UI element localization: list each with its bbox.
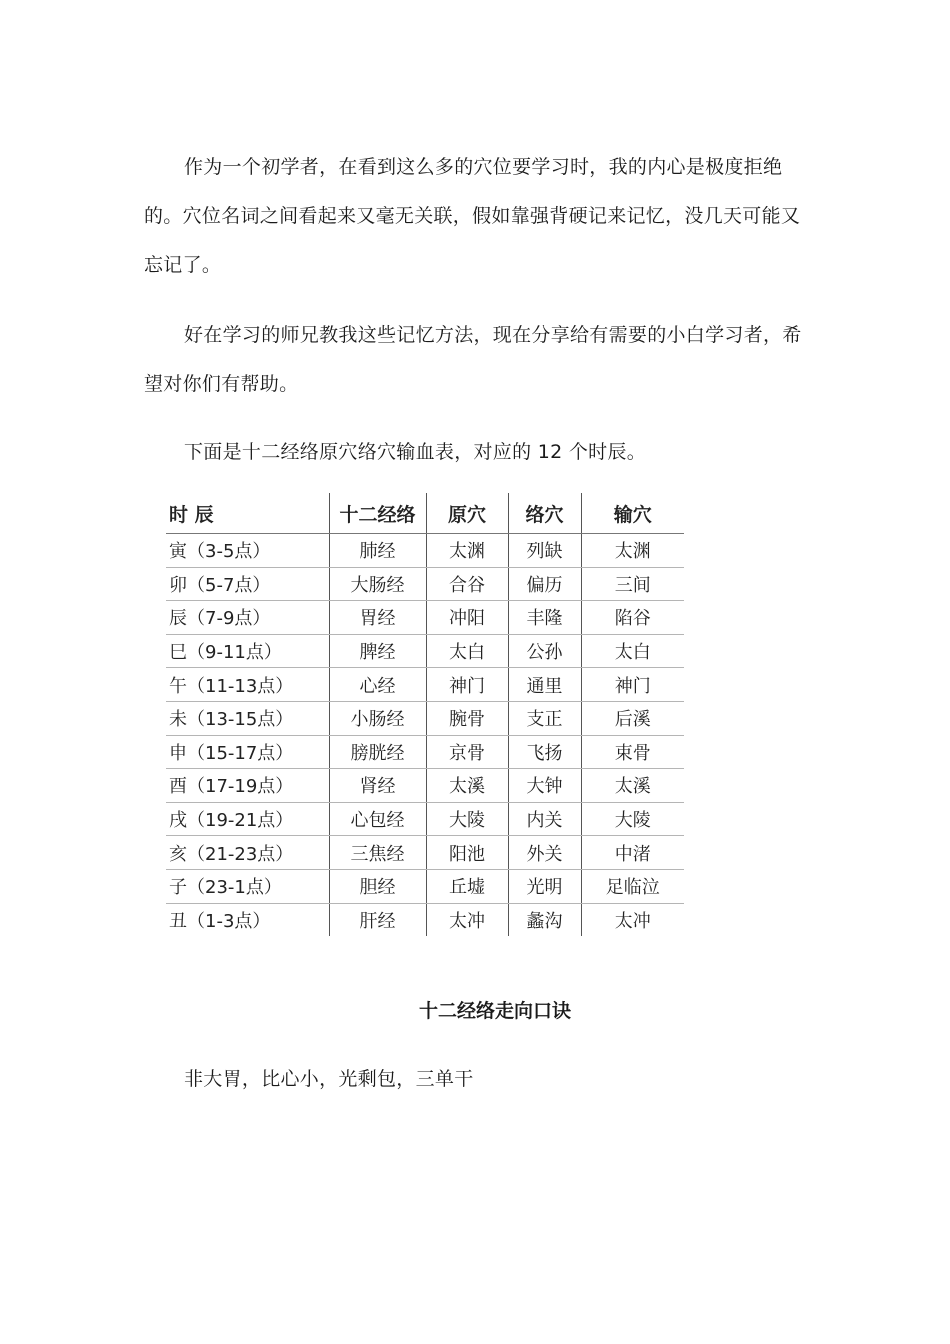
intro-paragraph-3: 下面是十二经络原穴络穴输血表，对应的 12 个时辰。 [184, 441, 647, 463]
time-cell: 午（11-13点） [166, 668, 329, 702]
table-row [166, 634, 684, 668]
table-row [166, 802, 684, 836]
time-cell: 辰（7-9点） [166, 601, 329, 635]
stream-point-cell: 后溪 [581, 701, 684, 735]
meridian-cell: 胃经 [329, 601, 426, 635]
time-cell: 未（13-15点） [166, 701, 329, 735]
table-row [166, 735, 684, 769]
connecting-point-cell: 大钟 [508, 769, 581, 803]
source-point-cell: 神门 [426, 668, 508, 702]
stream-point-cell: 太白 [581, 634, 684, 668]
connecting-point-cell: 通里 [508, 668, 581, 702]
source-point-cell: 冲阳 [426, 601, 508, 635]
meridian-cell: 膀胱经 [329, 735, 426, 769]
table-row [166, 601, 684, 635]
stream-point-cell: 太溪 [581, 769, 684, 803]
meridian-cell: 脾经 [329, 634, 426, 668]
stream-point-cell: 神门 [581, 668, 684, 702]
acupoint-table [166, 493, 684, 936]
meridian-cell: 心经 [329, 668, 426, 702]
time-cell: 酉（17-19点） [166, 769, 329, 803]
source-point-cell: 腕骨 [426, 701, 508, 735]
meridian-cell: 胆经 [329, 869, 426, 903]
table-header-row [166, 493, 684, 534]
table-body [166, 534, 684, 937]
source-point-cell: 丘墟 [426, 869, 508, 903]
table-row [166, 567, 684, 601]
meridian-cell: 心包经 [329, 802, 426, 836]
source-point-cell: 大陵 [426, 802, 508, 836]
connecting-point-cell: 偏历 [508, 567, 581, 601]
table-row [166, 836, 684, 870]
time-cell: 寅（3-5点） [166, 534, 329, 568]
stream-point-cell: 中渚 [581, 836, 684, 870]
source-point-cell: 阳池 [426, 836, 508, 870]
meridian-cell: 肺经 [329, 534, 426, 568]
connecting-point-cell: 光明 [508, 869, 581, 903]
table-row [166, 769, 684, 803]
stream-point-cell: 太冲 [614, 910, 651, 932]
time-cell: 卯（5-7点） [166, 567, 329, 601]
stream-point-cell: 束骨 [581, 735, 684, 769]
intro-paragraph-2: 好在学习的师兄教我这些记忆方法，现在分享给有需要的小白学习者，希望对你们有帮助。 [144, 324, 802, 395]
table-row [166, 869, 684, 903]
intro-paragraph-1: 作为一个初学者，在看到这么多的穴位要学习时，我的内心是极度拒绝的。穴位名词之间看起来又毫无关联，假如靠强背硬记来记忆，没几天可能又忘记了。 [144, 156, 801, 276]
source-point-cell: 太溪 [426, 769, 508, 803]
stream-point-cell: 太渊 [581, 534, 684, 568]
time-cell: 亥（21-23点） [166, 836, 329, 870]
header-time: 时 辰 [166, 493, 329, 534]
time-cell: 子（23-1点） [166, 869, 329, 903]
meridian-cell: 肝经 [329, 903, 426, 936]
source-point-cell: 太冲 [426, 903, 508, 936]
section-title: 十二经络走向口诀 [418, 1000, 571, 1022]
source-point-cell: 太渊 [426, 534, 508, 568]
stream-point-cell: 足临泣 [581, 869, 684, 903]
meridian-cell: 小肠经 [329, 701, 426, 735]
source-point-cell: 合谷 [426, 567, 508, 601]
connecting-point-cell: 飞扬 [508, 735, 581, 769]
header-source-point: 原穴 [426, 493, 508, 534]
source-point-cell: 京骨 [426, 735, 508, 769]
time-cell: 巳（9-11点） [166, 634, 329, 668]
table-row [166, 534, 684, 568]
table-row [166, 903, 684, 936]
header-connecting-point: 络穴 [508, 493, 581, 534]
header-meridian: 十二经络 [329, 493, 426, 534]
connecting-point-cell: 列缺 [508, 534, 581, 568]
meridian-cell: 大肠经 [329, 567, 426, 601]
stream-point-cell: 大陵 [581, 802, 684, 836]
table-row [166, 701, 684, 735]
connecting-point-cell: 内关 [508, 802, 581, 836]
stream-point-cell: 三间 [581, 567, 684, 601]
mnemonic-text: 非大胃，比心小，光剩包，三单干 [184, 1068, 474, 1090]
header-stream-point: 输穴 [581, 493, 684, 534]
table-row [166, 668, 684, 702]
source-point-cell: 太白 [426, 634, 508, 668]
connecting-point-cell: 支正 [508, 701, 581, 735]
meridian-cell: 肾经 [329, 769, 426, 803]
time-cell: 申（15-17点） [166, 735, 329, 769]
time-cell: 戌（19-21点） [166, 802, 329, 836]
connecting-point-cell: 公孙 [508, 634, 581, 668]
time-cell: 丑（1-3点） [166, 903, 329, 936]
stream-point-cell: 陷谷 [581, 601, 684, 635]
connecting-point-cell: 蠡沟 [508, 903, 581, 936]
connecting-point-cell: 丰隆 [508, 601, 581, 635]
meridian-cell: 三焦经 [329, 836, 426, 870]
connecting-point-cell: 外关 [508, 836, 581, 870]
